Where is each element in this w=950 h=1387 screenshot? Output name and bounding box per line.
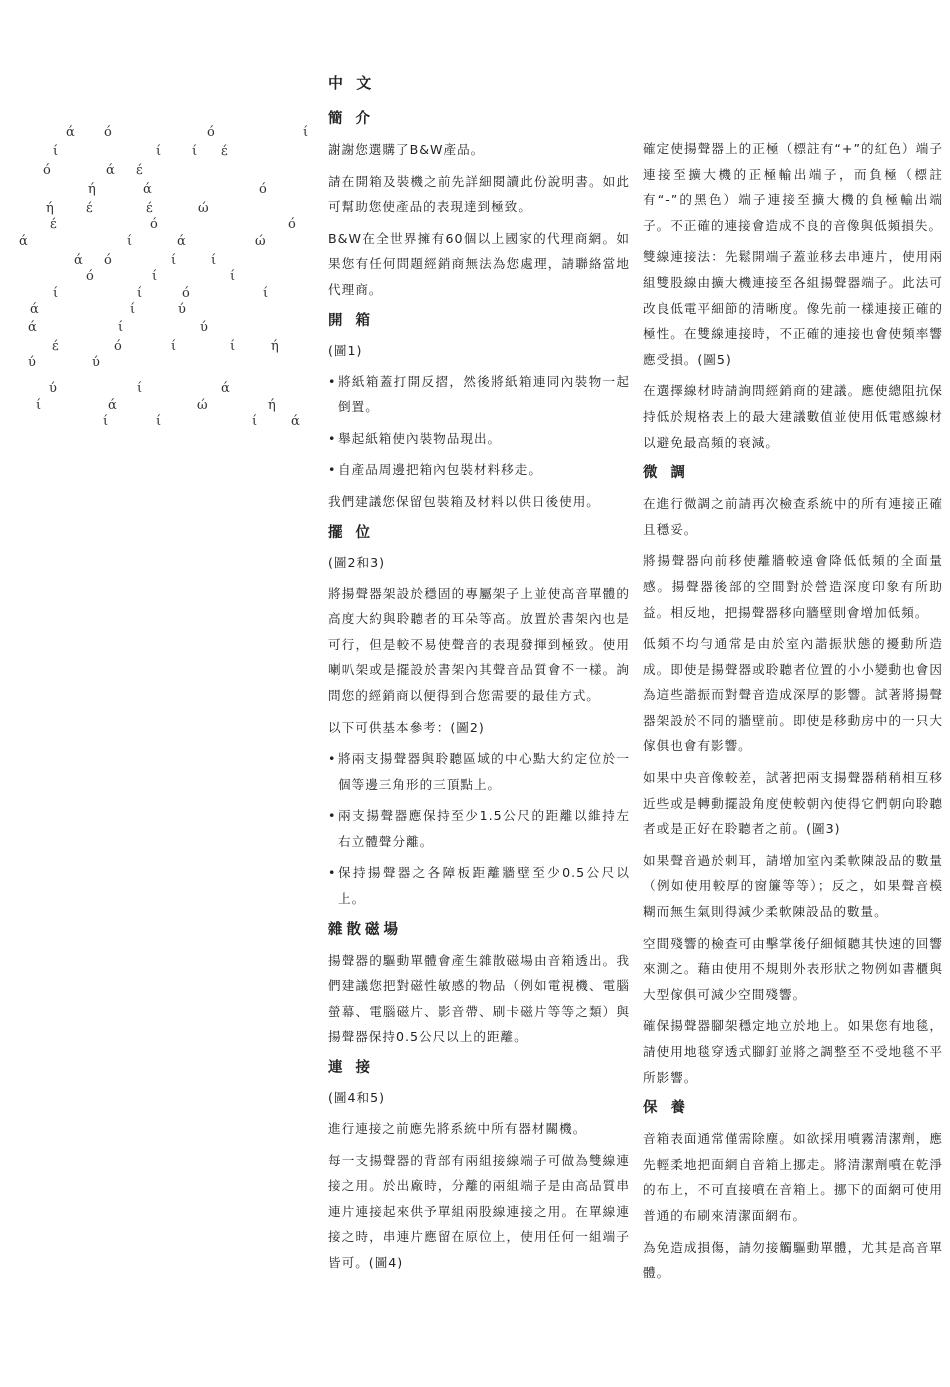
greek-glyph: ί [156, 414, 162, 429]
fine-tuning-paragraph-2: 將揚聲器向前移使離牆較遠會降低低頻的全面量感。揚聲器後部的空間對於營造深度印象有所助益。相反地，把揚聲器移向牆壁則會增加低頻。 [643, 553, 943, 620]
greek-glyph: ά [106, 163, 115, 178]
greek-glyph: ύ [178, 302, 186, 317]
positioning-paragraph-2: 以下可供基本參考：(圖2) [328, 719, 485, 735]
greek-glyph: ί [303, 125, 309, 140]
greek-glyph: ύ [49, 381, 57, 396]
greek-glyph: ί [263, 286, 269, 301]
greek-glyph-fragments [0, 0, 320, 450]
intro-heading: 簡 介 [328, 111, 375, 127]
greek-glyph: ά [221, 381, 230, 396]
greek-glyph: ά [108, 398, 117, 413]
greek-glyph: ί [137, 286, 143, 301]
greek-glyph: έ [52, 339, 59, 354]
greek-glyph: ά [30, 302, 39, 317]
unpacking-heading: 開 箱 [328, 312, 375, 329]
greek-glyph: ό [114, 339, 122, 354]
greek-glyph: ά [74, 253, 83, 268]
greek-glyph: ί [230, 269, 236, 284]
language-title: 中 文 [328, 74, 376, 92]
fine-tuning-paragraph-3: 低頻不均勻通常是由於室內諧振狀態的擾動所造成。即使是揚聲器或聆聽者位置的小小變動也會因為這些諧振而對聲音造成深厚的影響。試著將揚聲器架設於不同的牆壁前。即使是移動房中的一只大傢俱也會有影響。 [643, 636, 943, 754]
connections-paragraph-3: 確定使揚聲器上的正極（標註有“+”的紅色）端子連接至擴大機的正極輸出端子，而負極（標註有“-”的黑色）端子連接至擴大機的負極輸出端子。不正確的連接會造成不良的音像與低頻損失。 [643, 141, 943, 233]
greek-glyph: ί [127, 234, 133, 249]
intro-paragraph-3: B&W在全世界擁有60個以上國家的代理商網。如果您有任何問題經銷商無法為您處理，請聯絡當地代理商。 [328, 230, 630, 297]
greek-glyph: ό [150, 217, 158, 232]
greek-glyph: ί [36, 398, 42, 413]
positioning-figure-ref: (圖2和3) [328, 554, 386, 570]
greek-glyph: ό [86, 269, 94, 284]
intro-paragraph-2: 請在開箱及裝機之前先詳細閱讀此份說明書。如此可幫助您使產品的表現達到極致。 [328, 173, 630, 215]
greek-glyph: ά [66, 125, 75, 140]
unpacking-note: 我們建議您保留包裝箱及材料以供日後使用。 [328, 493, 600, 509]
greek-glyph: ό [182, 286, 190, 301]
greek-glyph: ί [171, 339, 177, 354]
positioning-bullet: • 兩支揚聲器應保持至少1.5公尺的距離以維持左右立體聲分離。 [328, 808, 630, 849]
left-column [328, 66, 630, 1282]
unpacking-bullet: • 舉起紙箱使內裝物品現出。 [328, 430, 502, 446]
greek-glyph: ί [171, 253, 177, 268]
greek-glyph: ώ [197, 398, 208, 413]
greek-glyph: ώ [255, 234, 266, 249]
greek-glyph: ό [104, 253, 112, 268]
connections-figure-ref: (圖4和5) [328, 1090, 386, 1106]
greek-glyph: ί [211, 253, 217, 268]
care-heading: 保 養 [643, 1100, 690, 1117]
greek-glyph: ί [192, 144, 198, 159]
greek-glyph: ύ [28, 355, 36, 370]
fine-tuning-paragraph-4: 如果中央音像較差，試著把兩支揚聲器稍稍相互移近些或是轉動擺設角度使較朝內使得它們朝向聆聽者或是正好在聆聽者之前。(圖3) [643, 770, 943, 837]
connections-paragraph-5: 在選擇線材時請詢問經銷商的建議。應使總阻抗保持低於規格表上的最大建議數值並使用低電感線材以避免最高頻的衰減。 [643, 383, 943, 450]
greek-glyph: ό [104, 125, 112, 140]
positioning-paragraph-1: 將揚聲器架設於穩固的專屬架子上並使高音單體的高度大約與聆聽者的耳朵等高。放置於書架內也是可行，但是較不易使聲音的表現發揮到極致。使用喇叭架或是擺設於書架內其聲音品質會不一樣。詢問您的經銷商以便得到合您需要的最佳方式。 [328, 585, 630, 703]
greek-glyph: έ [136, 163, 143, 178]
greek-glyph: ό [207, 125, 215, 140]
stray-field-heading: 雜散磁場 [328, 921, 402, 938]
greek-glyph: ύ [200, 320, 208, 335]
fine-tuning-paragraph-7: 確保揚聲器腳架穩定地立於地上。如果您有地毯，請使用地毯穿透式腳釘並將之調整至不受地毯不平所影響。 [643, 1018, 943, 1085]
greek-glyph: ύ [92, 355, 100, 370]
right-column [643, 136, 943, 1292]
positioning-heading: 擺 位 [328, 524, 375, 541]
greek-glyph: ί [137, 381, 143, 396]
greek-glyph: έ [86, 201, 93, 216]
care-paragraph-2: 為免造成損傷，請勿接觸驅動單體，尤其是高音單體。 [643, 1239, 943, 1281]
fine-tuning-paragraph-1: 在進行微調之前請再次檢查系統中的所有連接正確且穩妥。 [643, 496, 943, 537]
greek-glyph: ί [152, 269, 158, 284]
greek-glyph: ά [291, 414, 300, 429]
fine-tuning-paragraph-5: 如果聲音過於刺耳，請增加室內柔軟陳設品的數量（例如使用較厚的窗簾等等）；反之，如果聲音模糊而無生氣則得減少柔軟陳設品的數量。 [643, 852, 943, 920]
greek-glyph: ό [288, 217, 296, 232]
greek-glyph: ή [46, 201, 54, 216]
fine-tuning-heading: 微 調 [643, 465, 690, 482]
greek-glyph: ί [252, 414, 258, 429]
greek-glyph: ό [259, 182, 267, 197]
greek-glyph: ό [43, 163, 51, 178]
positioning-bullet: • 將兩支揚聲器與聆聽區域的中心點大約定位於一個等邊三角形的三頂點上。 [328, 751, 630, 792]
care-paragraph-1: 音箱表面通常僅需除塵。如欲採用噴霧清潔劑，應先輕柔地把面網自音箱上挪走。將清潔劑噴在乾淨的布上，不可直接噴在音箱上。挪下的面網可使用普通的布刷來清潔面網布。 [643, 1131, 943, 1223]
unpacking-figure-ref: (圖1) [328, 342, 363, 358]
greek-glyph: ώ [198, 201, 209, 216]
greek-glyph: ί [53, 286, 59, 301]
greek-glyph: ή [88, 182, 96, 197]
greek-glyph: έ [146, 201, 153, 216]
greek-glyph: έ [221, 144, 228, 159]
greek-glyph: ί [156, 144, 162, 159]
greek-glyph: ά [28, 320, 37, 335]
connections-paragraph-1: 進行連接之前應先將系統中所有器材關機。 [328, 1121, 587, 1137]
positioning-bullet: • 保持揚聲器之各障板距離牆壁至少0.5公尺以上。 [328, 865, 630, 907]
greek-glyph: ί [130, 302, 136, 317]
greek-glyph: ί [53, 144, 59, 159]
unpacking-bullet: • 將紙箱蓋打開反摺，然後將紙箱連同內裝物一起倒置。 [328, 373, 630, 415]
greek-glyph: ί [118, 320, 124, 335]
greek-glyph: ή [271, 339, 279, 354]
greek-glyph: έ [50, 217, 57, 232]
greek-glyph: ή [268, 398, 276, 413]
stray-field-paragraph: 揚聲器的驅動單體會產生雜散磁場由音箱透出。我們建議您把對磁性敏感的物品（例如電視機、電腦螢幕、電腦磁片、影音帶、刷卡磁片等等之類）與揚聲器保持0.5公尺以上的距離。 [328, 952, 630, 1045]
greek-glyph: ά [177, 234, 186, 249]
fine-tuning-paragraph-6: 空間殘響的檢查可由擊掌後仔細傾聽其快速的回響來測之。藉由使用不規則外表形狀之物例如書櫃與大型傢俱可減少空間殘響。 [643, 935, 943, 1002]
greek-glyph: ί [230, 339, 236, 354]
greek-glyph: ά [19, 234, 28, 249]
greek-glyph: ά [143, 182, 152, 197]
connections-paragraph-4: 雙線連接法：先鬆開端子蓋並移去串連片，使用兩組雙股線由擴大機連接至各組揚聲器端子。此法可改良低電平細節的清晰度。像先前一樣連接正確的極性。在雙線連接時，不正確的連接也會使頻率響應受損。(圖5) [643, 249, 943, 367]
greek-glyph: ί [103, 414, 109, 429]
connections-paragraph-2: 每一支揚聲器的背部有兩組接線端子可做為雙線連接之用。於出廠時，分離的兩組端子是由高品質串連片連接起來供予單組兩股線連接之用。在單線連接之時，串連片應留在原位上，使用任何一組端子皆可。(圖4) [328, 1152, 630, 1270]
unpacking-bullet: • 自產品周邊把箱內包裝材料移走。 [328, 462, 542, 478]
connections-heading: 連 接 [328, 1060, 375, 1077]
intro-paragraph-1: 謝謝您選購了B&W產品。 [328, 142, 485, 157]
